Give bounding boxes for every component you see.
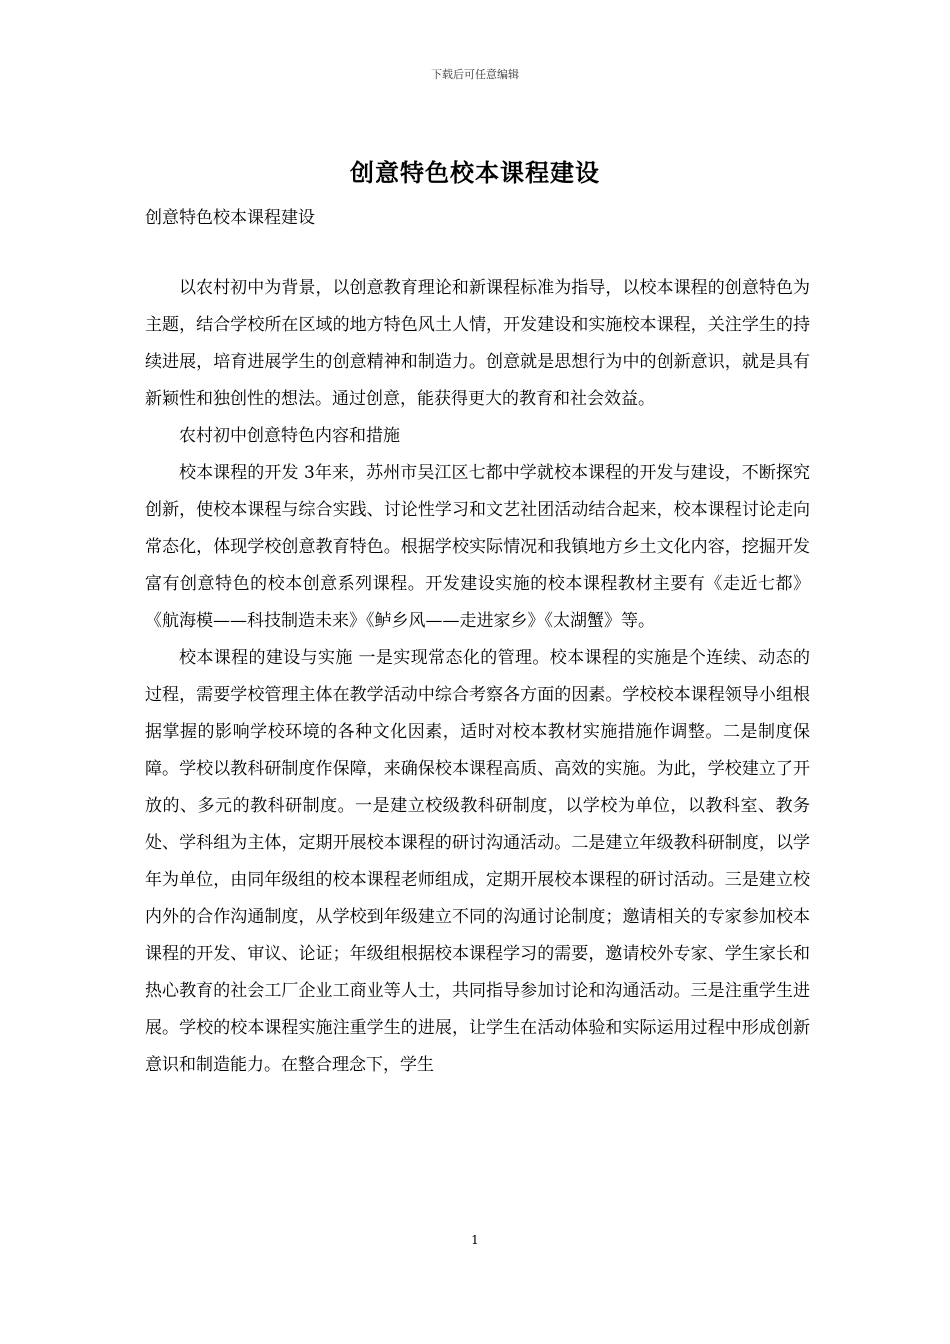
document-title: 创意特色校本课程建设 [350,159,600,187]
paragraph-development: 校本课程的开发 3年来，苏州市吴江区七都中学就校本课程的开发与建设，不断探究创新，使校本课程与综合实践、讨论性学习和文艺社团活动结合起来，校本课程讨论走向常态化，体现学校创意教育特色。根据学校实际情况和我镇地方乡土文化内容，挖掘开发富有创意特色的校本创意系列课程。开发建设实施的校本课程教材主要有《走近七都》《航海模——科技制造未来》《鲈乡风——走进家乡》《太湖蟹》等。 [145,463,810,631]
header-note: 下载后可任意编辑 [431,68,519,81]
paragraph-implementation: 校本课程的建设与实施 一是实现常态化的管理。校本课程的实施是个连续、动态的过程，需要学校管理主体在教学活动中综合考察各方面的因素。学校校本课程领导小组根据掌握的影响学校环境的各种文化因素，适时对校本教材实施措施作调整。二是制度保障。学校以教科研制度作保障，来确保校本课程高质、高效的实施。为此，学校建立了开放的、多元的教科研制度。一是建立校级教科研制度，以学校为单位，以教科室、教务处、学科组为主体，定期开展校本课程的研讨沟通活动。二是建立年级教科研制度，以学年为单位，由同年级组的校本课程老师组成，定期开展校本课程的研讨活动。三是建立校内外的合作沟通制度，从学校到年级建立不同的沟通讨论制度；邀请相关的专家参加校本课程的开发、审议、论证；年级组根据校本课程学习的需要，邀请校外专家、学生家长和热心教育的社会工厂企业工商业等人士，共同指导参加讨论和沟通活动。三是注重学生进展。学校的校本课程实施注重学生的进展，让学生在活动体验和实际运用过程中形成创新意识和制造能力。在整合理念下，学生 [145,648,810,1075]
paragraph-section-heading: 农村初中创意特色内容和措施 [179,426,400,446]
document-subtitle: 创意特色校本课程建设 [145,208,315,228]
document-body [145,270,810,1084]
paragraph-intro: 以农村初中为背景，以创意教育理论和新课程标准为指导，以校本课程的创意特色为主题，结合学校所在区域的地方特色风土人情，开发建设和实施校本课程，关注学生的持续进展，培育进展学生的创意精神和制造力。创意就是思想行为中的创新意识，就是具有新颖性和独创性的想法。通过创意，能获得更大的教育和社会效益。 [145,278,810,409]
page-number: 1 [471,1233,479,1247]
